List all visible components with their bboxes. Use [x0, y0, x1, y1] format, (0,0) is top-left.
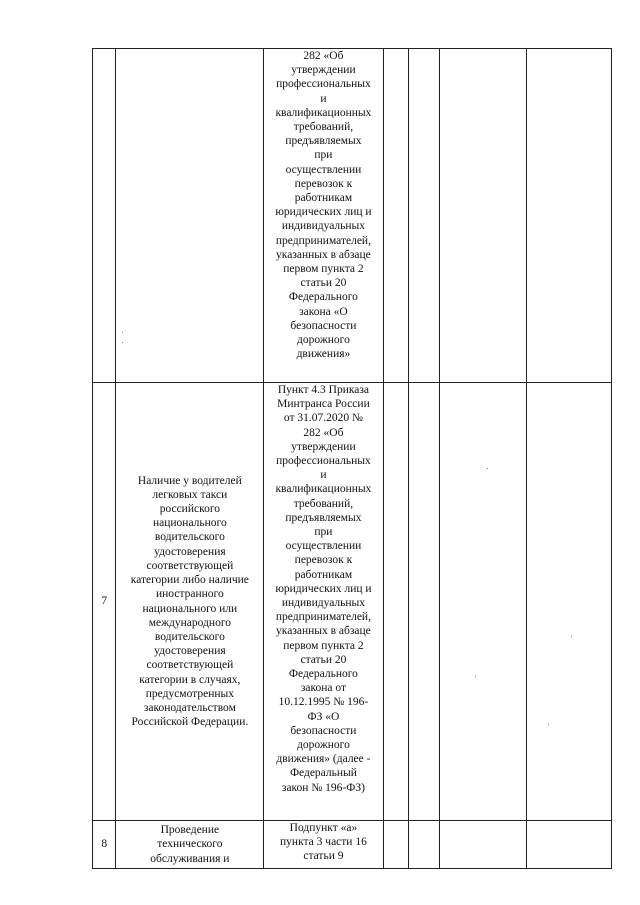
reference-line: первом пункта 2	[283, 263, 364, 276]
scan-speck	[571, 636, 572, 637]
reference-line: пункта 3 части 16	[280, 836, 367, 849]
requirement-line: соответствующей	[146, 559, 234, 572]
requirement-line: российского	[159, 503, 221, 516]
row-number: 7	[93, 383, 116, 821]
scan-speck	[487, 468, 488, 469]
reference-line: первом пункта 2	[283, 639, 364, 652]
reference-line: безопасности	[290, 724, 357, 737]
reference-line: дорожного	[297, 739, 350, 752]
reference-line: утверждении	[291, 64, 356, 77]
empty-col-c	[439, 821, 527, 869]
requirement-line: Наличие у водителей	[137, 474, 242, 487]
table-row	[93, 383, 612, 821]
reference-line: указанных в абзаце	[276, 625, 371, 638]
reference-line: предпринимателей,	[275, 611, 371, 624]
scan-speck	[122, 342, 123, 343]
requirement-line: национального	[152, 517, 227, 530]
reference-line: и	[320, 469, 327, 482]
requirement-line: соответствующей	[146, 659, 234, 672]
scan-speck	[548, 724, 549, 725]
empty-col-c	[439, 49, 527, 383]
reference-line: и	[320, 92, 327, 105]
requirement-line: обслуживания и	[150, 852, 230, 865]
requirement-line: удостоверения	[154, 545, 226, 558]
reference-line: Подпункт «а»	[289, 822, 358, 834]
legal-reference-cell	[264, 383, 383, 821]
reference-line: Минтранса России	[277, 398, 370, 411]
scan-speck	[475, 676, 476, 677]
reference-line: закон № 196-ФЗ)	[281, 781, 365, 794]
requirement-cell	[116, 383, 264, 821]
reference-line: Федеральный	[289, 767, 357, 780]
reference-line: статьи 20	[300, 277, 347, 290]
reference-line: статьи 20	[300, 653, 347, 666]
reference-line: указанных в абзаце	[276, 248, 371, 261]
reference-line: Федерального	[288, 291, 358, 304]
requirement-line: категории в случаях,	[139, 673, 241, 686]
requirement-line: водительского	[154, 531, 225, 544]
reference-line: безопасности	[290, 319, 357, 332]
reference-line: профессиональных	[276, 455, 371, 468]
reference-line: предъявляемых	[285, 135, 362, 148]
requirement-line: Проведение	[160, 824, 220, 837]
table-row	[93, 49, 612, 383]
reference-line: дорожного	[297, 334, 350, 347]
reference-line: требований,	[293, 497, 354, 510]
reference-line: утверждении	[291, 440, 356, 453]
reference-line: перевозок к	[294, 177, 353, 190]
reference-line: квалификационных	[275, 106, 372, 119]
reference-line: предъявляемых	[285, 511, 362, 524]
reference-line: ФЗ «О	[307, 710, 340, 723]
requirement-line: Российской Федерации.	[131, 716, 249, 729]
empty-col-b	[409, 49, 440, 383]
requirement-line: иностранного	[156, 588, 224, 601]
requirement-line: водительского	[154, 630, 225, 643]
empty-col-a	[383, 821, 408, 869]
reference-line: статьи 9	[303, 850, 344, 863]
empty-col-b	[409, 821, 440, 869]
reference-line: индивидуальных	[281, 220, 366, 233]
empty-col-a	[383, 383, 408, 821]
reference-line: Федерального	[288, 668, 358, 681]
requirement-line: удостоверения	[154, 645, 226, 658]
reference-line: предпринимателей,	[275, 234, 371, 247]
empty-col-c	[439, 383, 527, 821]
row-number	[93, 49, 116, 383]
empty-col-d	[527, 821, 612, 869]
requirement-cell	[116, 49, 264, 383]
reference-line: движения»	[296, 348, 351, 361]
legal-reference-cell	[264, 821, 383, 869]
reference-line: от 31.07.2020 №	[283, 412, 363, 425]
requirement-line: международного	[148, 616, 231, 629]
requirement-line: законодательством	[143, 701, 236, 714]
reference-line: перевозок к	[294, 554, 353, 567]
requirement-line: национального или	[142, 602, 238, 615]
reference-line: 282 «Об	[303, 426, 344, 439]
reference-line: при	[314, 149, 333, 162]
empty-col-b	[409, 383, 440, 821]
reference-line: работникам	[294, 568, 353, 581]
empty-col-d	[527, 383, 612, 821]
row-number: 8	[93, 821, 116, 869]
reference-line: юридических лиц и	[275, 582, 372, 595]
requirement-line: категории либо наличие	[130, 574, 249, 587]
requirement-line: легковых такси	[152, 488, 228, 501]
reference-line: закона «О	[299, 305, 348, 318]
reference-line: требований,	[293, 121, 354, 134]
reference-line: Пункт 4.3 Приказа	[277, 384, 370, 396]
reference-line: осуществлении	[285, 163, 362, 176]
reference-line: движения» (далее -	[276, 753, 371, 766]
reference-line: осуществлении	[285, 540, 362, 553]
reference-line: 282 «Об	[303, 50, 344, 62]
reference-line: при	[314, 526, 333, 539]
reference-line: профессиональных	[276, 78, 371, 91]
reference-line: работникам	[294, 192, 353, 205]
requirement-line: предусмотренных	[145, 687, 234, 700]
reference-line: закона от	[300, 682, 347, 695]
legal-reference-cell	[264, 49, 383, 383]
empty-col-d	[527, 49, 612, 383]
reference-line: 10.12.1995 № 196-	[278, 696, 369, 709]
empty-col-a	[383, 49, 408, 383]
checklist-table	[92, 48, 612, 869]
requirement-line: технического	[157, 838, 223, 851]
scan-speck	[122, 332, 123, 333]
reference-line: юридических лиц и	[275, 206, 372, 219]
reference-line: индивидуальных	[281, 597, 366, 610]
table-row	[93, 821, 612, 869]
requirement-cell	[116, 821, 264, 869]
reference-line: квалификационных	[275, 483, 372, 496]
